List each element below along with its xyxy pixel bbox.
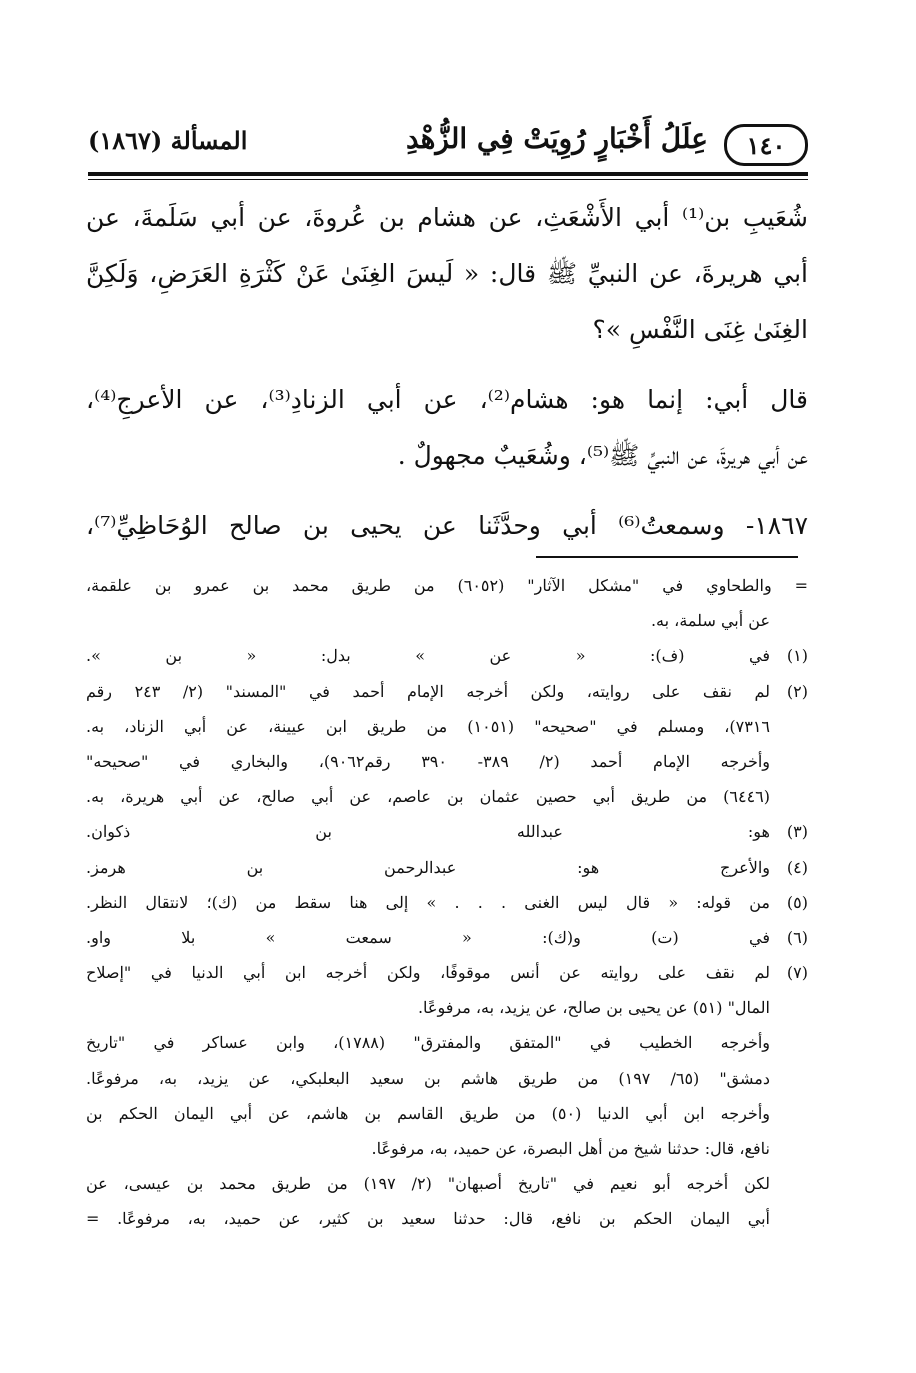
- footnote-line: (٦٤٤٦) من طريق أبي حصين عثمان بن عاصم، عن أبي صالح، عن أبي هريرة، به.: [86, 787, 770, 807]
- footnote-line: ٧٣١٦)، ومسلم في "صحيحه" (١٠٥١) من طريق ابن عيينة، عن أبي الزناد، به.: [86, 716, 771, 736]
- footnote-separator: [536, 556, 798, 558]
- page-number: ١٤٠: [724, 124, 808, 166]
- main-text: [86, 190, 808, 554]
- main-line: الغِنَىٰ غِنَى النَّفْسِ »؟: [592, 315, 808, 344]
- footnote-text: في (ت) و(ك): « سمعت » بلا واو.: [86, 927, 770, 947]
- footnote-line: المال" (٥١) عن يحيى بن صالح، عن يزيد، به، مرفوعًا.: [417, 998, 770, 1018]
- footnote-text: هو: عبدالله بن ذكوان.: [86, 822, 770, 842]
- footnote-number: (٧): [786, 963, 808, 983]
- issue-label: المسألة (١٨٦٧): [88, 126, 248, 155]
- main-line: شُعَيبِ بن⁽¹⁾ أبي الأَشْعَثِ، عن هشام بن عُروةَ، عن أبي سَلَمةَ، عن: [86, 203, 808, 232]
- main-line: عن أبي هريرةَ، عن النبيِّ ﷺ⁽⁵⁾، وشُعَيبٌ مجهولٌ .: [397, 441, 808, 470]
- footnote-line: أبي اليمان الحكم بن نافع، قال: حدثنا سعيد بن كثير، عن حميد، به، مرفوعًا. =: [86, 1209, 770, 1229]
- footnote-3: [86, 814, 808, 849]
- footnote-text: من قوله: « قال ليس الغنى . . . » إلى هنا سقط من (ك)؛ لانتقال النظر.: [86, 892, 770, 912]
- footnote-number: (٦): [786, 927, 808, 947]
- main-line: قال أبي: إنما هو: هشام⁽²⁾، عن أبي الزنادِ⁽³⁾، عن الأعرجِ⁽⁴⁾،: [86, 385, 808, 414]
- footnote-number: (٢): [786, 681, 808, 701]
- footnote-text: في (ف): « عن » بدل: « بن ».: [86, 646, 770, 666]
- footnote-4: [86, 850, 808, 885]
- footnote-number: (٣): [786, 822, 808, 842]
- footnotes: [86, 568, 808, 1237]
- book-title: عِلَلُ أَخْبَارٍ رُوِيَتْ فِي الزُّهْدِ: [405, 122, 708, 155]
- main-line: أبي هريرةَ، عن النبيِّ ﷺ قال: « لَيسَ الغِنَىٰ عَنْ كَثْرَةِ العَرَضِ، وَلَكِنَّ: [86, 259, 808, 288]
- footnote-line: نافع، قال: حدثنا شيخ من أهل البصرة، عن حميد، به، مرفوعًا.: [371, 1139, 770, 1158]
- footnote-line: وأخرجه الخطيب في "المتفق والمفترق" (١٧٨٨)، وابن عساكر في "تاريخ: [86, 1033, 770, 1053]
- header-rule: [88, 172, 808, 176]
- header-rule-thin: [88, 179, 808, 180]
- footnote-line: = والطحاوي في "مشكل الآثار" (٦٠٥٢) من طريق محمد بن عمرو بن علقمة،: [86, 576, 808, 595]
- footnote-line: دمشق" (٦٥/ ١٩٧) من طريق هاشم بن سعيد البعلبكي، عن يزيد، به، مرفوعًا.: [86, 1068, 770, 1088]
- footnote-number: (٥): [786, 892, 808, 912]
- footnote-line: وأخرجه الإمام أحمد (٢/ ٣٨٩- ٣٩٠ رقم٩٠٦٢)، والبخاري في "صحيحه": [86, 751, 771, 771]
- footnote-6: [86, 920, 808, 955]
- footnote-line: عن أبي سلمة، به.: [650, 611, 770, 631]
- footnote-5: [86, 885, 808, 920]
- footnote-2: [86, 674, 808, 709]
- footnote-7: [86, 955, 808, 990]
- page-header: [88, 118, 808, 170]
- footnote-line: وأخرجه ابن أبي الدنيا (٥٠) من طريق القاسم بن هاشم، عن أبي اليمان الحكم بن: [86, 1103, 770, 1123]
- footnote-text: والأعرج هو: عبدالرحمن بن هرمز.: [86, 857, 770, 877]
- main-line: ١٨٦٧- وسمعتُ⁽⁶⁾ أبي وحدَّثَنا عن يحيى بن صالح الوُحَاظِيِّ⁽⁷⁾،: [86, 511, 808, 540]
- footnote-number: (٤): [786, 857, 808, 877]
- footnote-text: لم نقف على روايته، ولكن أخرجه الإمام أحمد في "المسند" (٢/ ٢٤٣ رقم: [86, 681, 771, 701]
- footnote-number: (١): [786, 646, 808, 666]
- footnote-1: [86, 638, 808, 673]
- footnote-text: لم نقف على روايته عن أنس موقوفًا، ولكن أخرجه ابن أبي الدنيا في "إصلاح: [86, 963, 770, 983]
- footnote-line: لكن أخرجه أبو نعيم في "تاريخ أصبهان" (٢/ ١٩٧) من طريق محمد بن عيسى، عن: [86, 1174, 771, 1194]
